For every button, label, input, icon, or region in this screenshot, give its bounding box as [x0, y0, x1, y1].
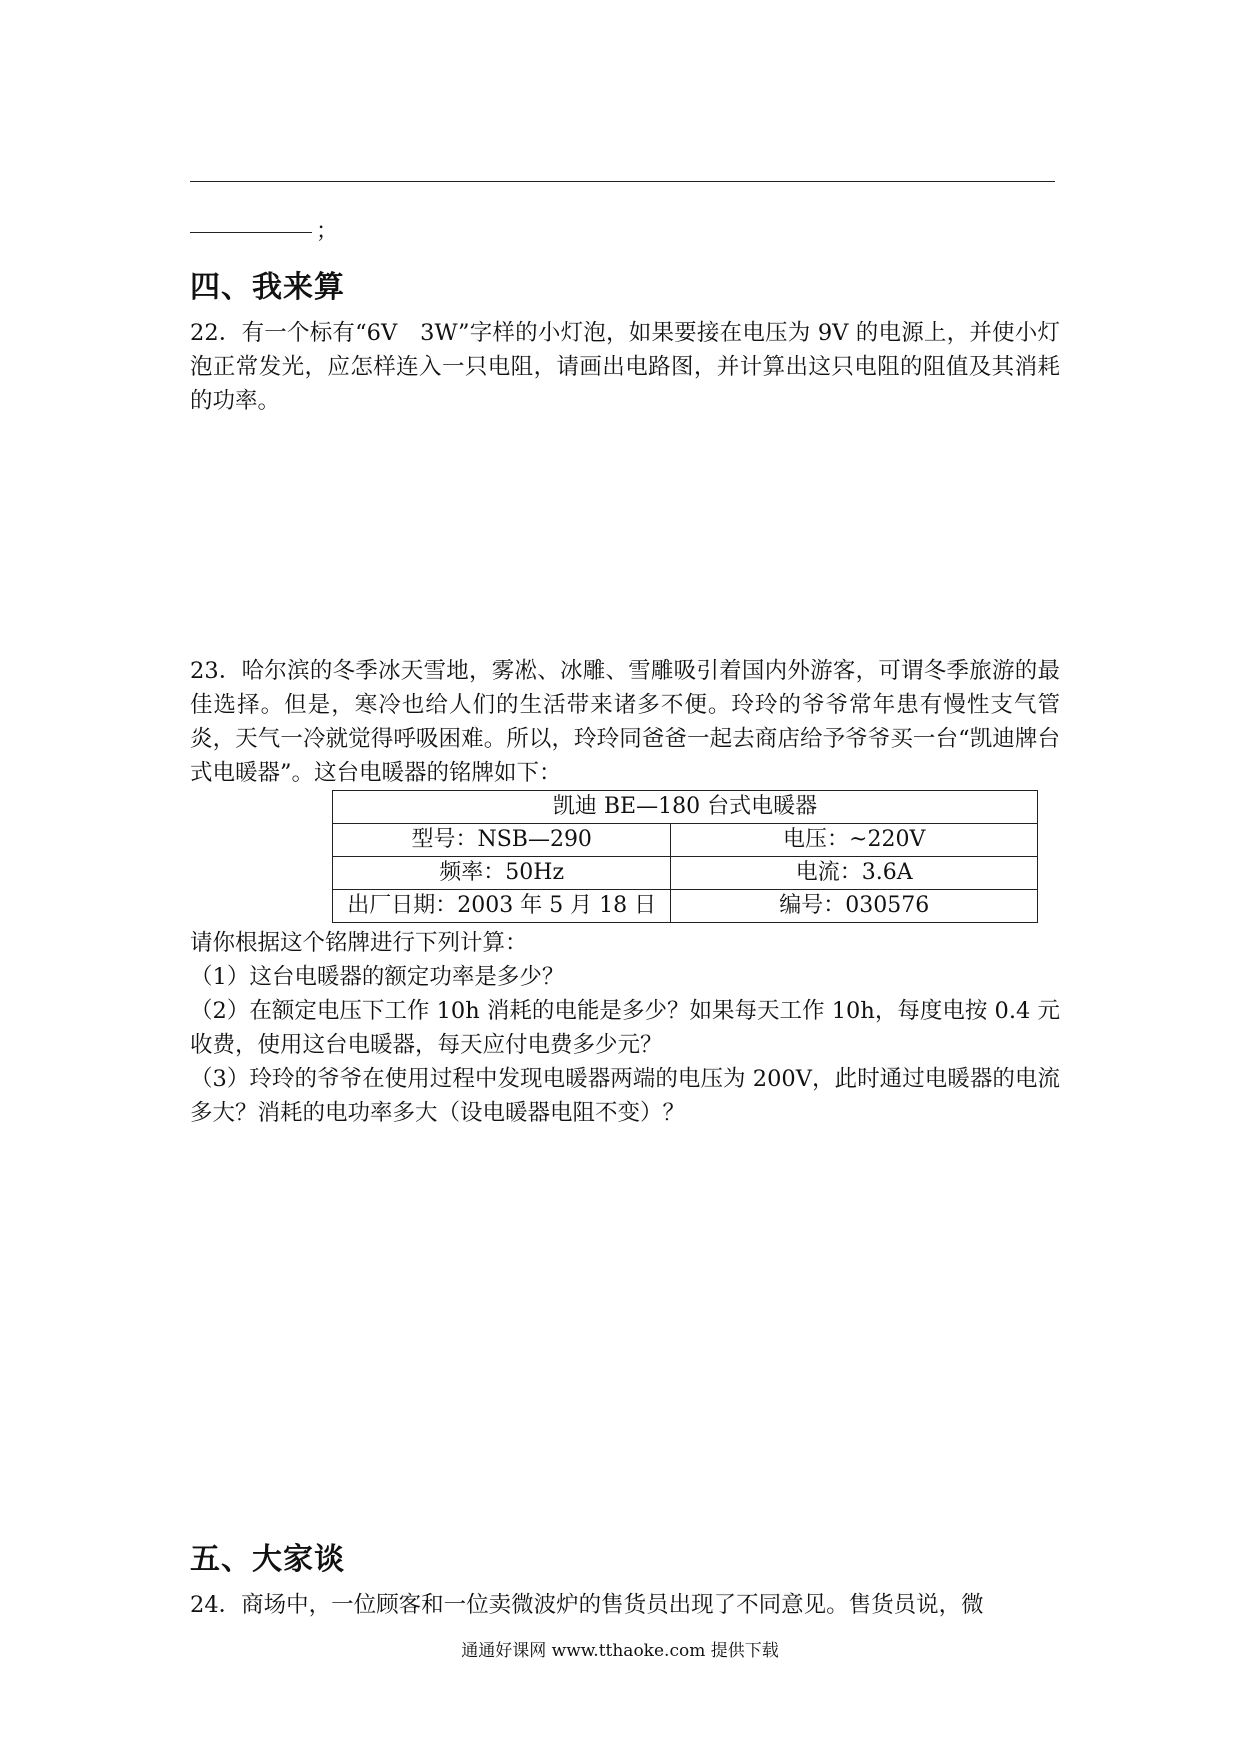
nameplate-model: 型号：NSB—290: [333, 824, 671, 857]
trailing-punctuation: ；: [316, 219, 339, 244]
nameplate-serial: 编号：030576: [671, 890, 1038, 923]
question-24: 24．商场中，一位顾客和一位卖微波炉的售货员出现了不同意见。售货员说，微: [190, 1592, 984, 1618]
section-heading-calculate: 四、我来算: [190, 270, 345, 305]
question-23-part-3: （3）玲玲的爷爷在使用过程中发现电暖器两端的电压为 200V，此时通过电暖器的电流多大？消耗的电功率多大（设电暖器电阻不变）？: [190, 1066, 1060, 1126]
question-23-part-2: （2）在额定电压下工作 10h 消耗的电能是多少？如果每天工作 10h，每度电按 0.4 元收费，使用这台电暖器，每天应付电费多少元？: [190, 998, 1060, 1058]
nameplate-date: 出厂日期：2003 年 5 月 18 日: [333, 890, 671, 923]
nameplate-voltage: 电压：~220V: [671, 824, 1038, 857]
question-23: 23．哈尔滨的冬季冰天雪地，雾凇、冰雕、雪雕吸引着国内外游客，可谓冬季旅游的最佳选择。但是，寒冷也给人们的生活带来诸多不便。玲玲的爷爷常年患有慢性支气管炎，天气一冷就觉得呼吸困难。所以，玲玲同爸爸一起去商店给予爷爷买一台“凯迪牌台式电暖器”。这台电暖器的铭牌如下：: [190, 658, 1060, 786]
nameplate-frequency: 频率：50Hz: [333, 857, 671, 890]
nameplate-table: [332, 790, 1038, 923]
nameplate-current: 电流：3.6A: [671, 857, 1038, 890]
question-22: 22．有一个标有“6V 3W”字样的小灯泡，如果要接在电压为 9V 的电源上，并使小灯泡正常发光，应怎样连入一只电阻，请画出电路图，并计算出这只电阻的阻值及其消耗的功率。: [190, 320, 1060, 414]
page-footer: 通通好课网 www.tthaoke.com 提供下载: [461, 1641, 779, 1661]
answer-blank-line: [190, 181, 1055, 182]
nameplate-title: 凯迪 BE—180 台式电暖器: [333, 791, 1038, 824]
question-23-intro: 请你根据这个铭牌进行下列计算：: [190, 930, 528, 956]
section-heading-discuss: 五、大家谈: [190, 1542, 345, 1577]
answer-blank-line-short: [190, 232, 312, 233]
question-23-part-1: （1）这台电暖器的额定功率是多少？: [190, 964, 565, 990]
